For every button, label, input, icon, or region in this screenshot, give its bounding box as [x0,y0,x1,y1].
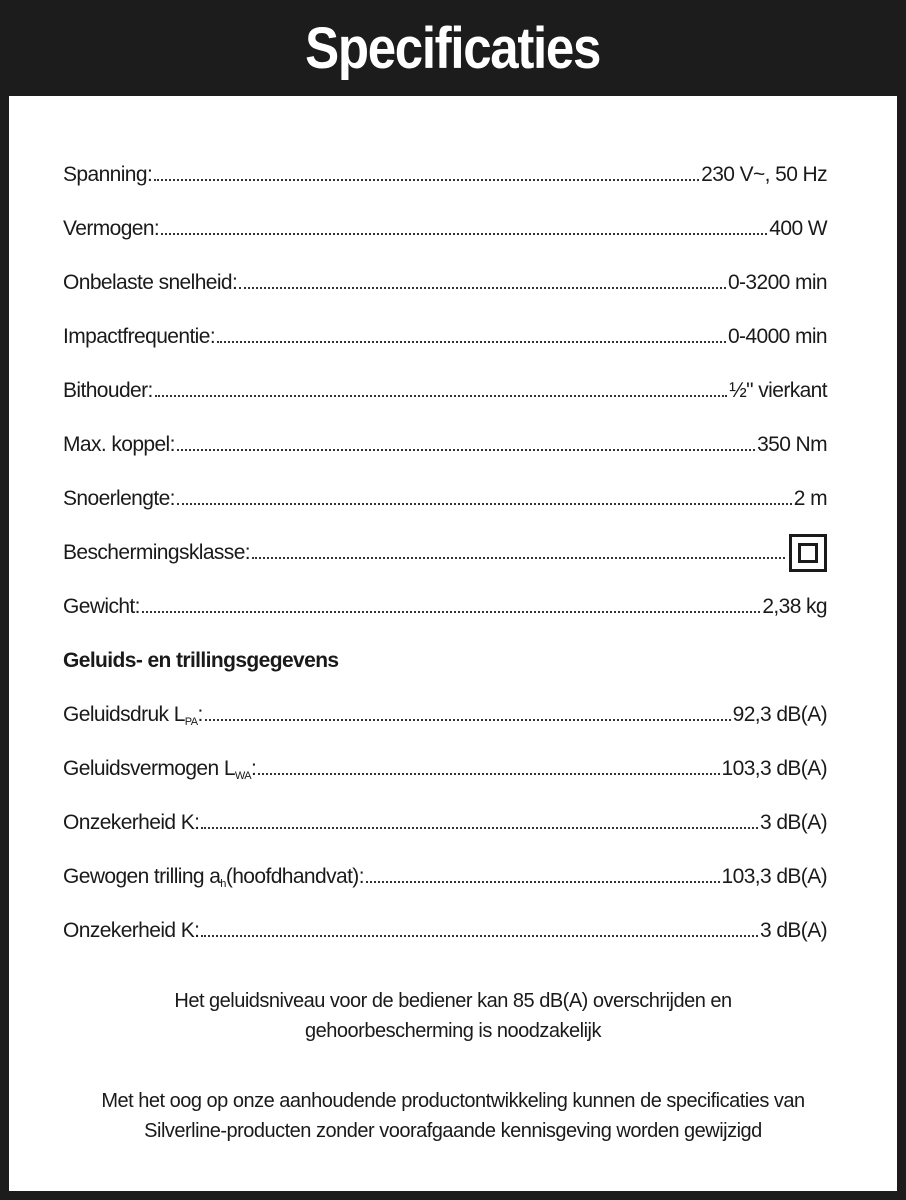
dot-leader [258,773,719,775]
spec-label: Max. koppel: [63,433,175,456]
label-main: Geluidsvermogen L [63,756,235,780]
spec-value: 350 Nm [757,433,827,456]
spec-label [63,811,199,835]
spec-row [63,580,827,634]
note-line: Silverline-producten zonder voorafgaande kennisgeving worden gewijzigd [144,1120,762,1142]
spec-label: Gewicht: [63,595,140,618]
dot-leader [142,611,760,613]
dot-leader [201,935,758,937]
dot-leader [205,719,731,721]
spec-value: 2 m [793,487,827,510]
page-title: Specificaties [305,15,601,81]
spec-label: Vermogen: [63,217,160,240]
spec-row [63,796,827,850]
spec-label [63,703,203,728]
spec-value: 0-3200 min [727,271,827,294]
header-bar [0,0,906,96]
spec-value: 3 dB(A) [760,811,827,834]
spec-row [63,256,827,310]
spec-value: 3 dB(A) [760,919,827,942]
spec-label [63,757,256,782]
spec-value: 400 W [769,217,827,240]
spec-label: Beschermingsklasse: [63,541,251,564]
dot-leader [154,179,699,181]
spec-value: 230 V~, 50 Hz [701,163,827,186]
spec-label: Snoerlengte: [63,487,175,510]
spec-row [63,688,827,742]
dot-leader [201,827,758,829]
spec-row [63,472,827,526]
note-line: Het geluidsniveau voor de bediener kan 85 dB(A) overschrijden en [174,990,732,1012]
label-subscript: WA [234,769,252,782]
note-line: gehoorbescherming is noodzakelijk [305,1020,601,1042]
spec-row [63,418,827,472]
noise-warning-note [20,986,886,1046]
label-main: Onzekerheid K: [63,919,200,942]
spec-row [63,526,827,580]
dot-leader [161,233,767,235]
label-main: Onzekerheid K: [63,811,200,834]
spec-label: Spanning: [63,163,153,186]
spec-table [63,148,827,958]
spec-row [63,364,827,418]
dot-leader [252,557,785,559]
spec-label [63,919,199,943]
label-main: Geluidsdruk L [63,702,185,726]
spec-row [63,202,827,256]
spec-label: Impactfrequentie: [63,325,216,348]
label-subscript: h [220,877,226,890]
dot-leader [177,449,755,451]
note-line: Met het oog op onze aanhoudende productontwikkeling kunnen de specificaties van [101,1090,805,1112]
spec-row [63,148,827,202]
spec-row [63,904,827,958]
dot-leader [155,395,728,397]
dot-leader [177,503,792,505]
spec-row [63,310,827,364]
dot-leader [239,287,726,289]
disclaimer-note [20,1086,886,1146]
label-subscript: PA [184,715,198,728]
spec-row [63,742,827,796]
spec-value: 103,3 dB(A) [721,757,827,780]
spec-label: Onbelaste snelheid: [63,271,238,294]
spec-value: ½" vierkant [729,379,827,402]
spec-row [63,850,827,904]
label-tail: : [197,702,203,726]
dot-leader [366,881,720,883]
spec-value: 0-4000 min [727,325,827,348]
label-tail: : [251,756,257,780]
label-main: Gewogen trilling a [63,864,221,888]
spec-label [63,865,364,890]
label-tail: (hoofdhandvat): [225,864,364,888]
spec-value: 2,38 kg [762,595,827,618]
spec-label: Bithouder: [63,379,153,402]
section-heading: Geluids- en trillingsgegevens [63,649,339,672]
spec-value: 103,3 dB(A) [721,865,827,888]
dot-leader [217,341,726,343]
class-ii-double-square-icon [789,534,827,572]
spec-value: 92,3 dB(A) [732,703,827,726]
